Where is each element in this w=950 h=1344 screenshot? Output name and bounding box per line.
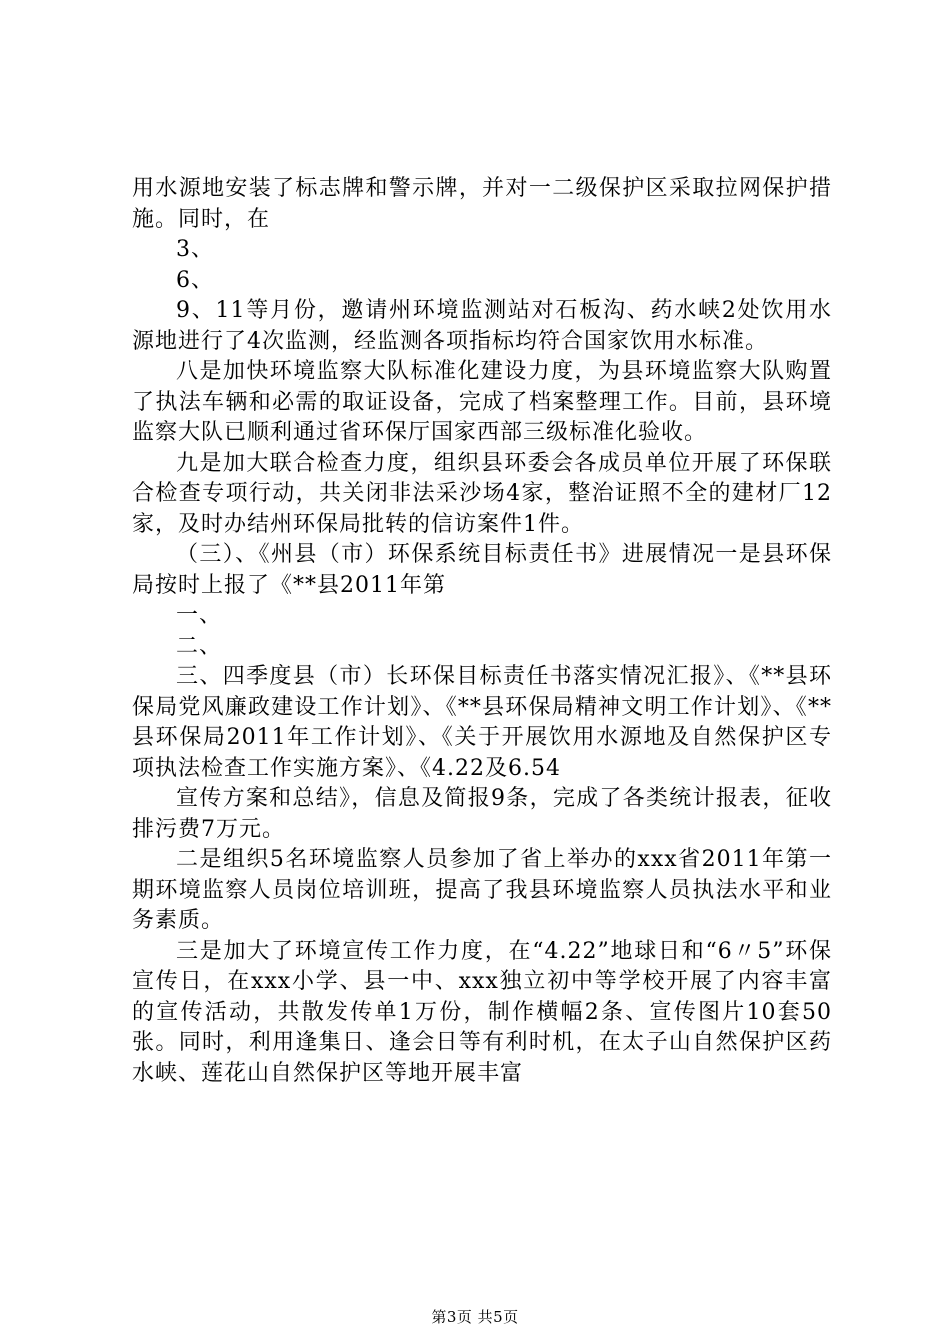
- paragraph: 3、: [176, 237, 214, 262]
- paragraph: 八是加快环境监察大队标准化建设力度，为县环境监察大队购置了执法车辆和必需的取证设备，完成了档案整理工作。目前，县环境监察大队已顺利通过省环保厅国家西部三级标准化验收。: [132, 359, 832, 445]
- paragraph: 九是加大联合检查力度，组织县环委会各成员单位开展了环保联合检查专项行动，共关闭非法采沙场4家，整治证照不全的建材厂12家，及时办结州环保局批转的信访案件1件。: [132, 450, 832, 537]
- paragraph: 二是组织5名环境监察人员参加了省上举办的xxx省2011年第一期环境监察人员岗位培训班，提高了我县环境监察人员执法水平和业务素质。: [132, 847, 832, 933]
- paragraph: （三）、《州县（市）环保系统目标责任书》进展情况一是县环保局按时上报了《**县2011年第: [132, 542, 832, 598]
- paragraph: 三是加大了环境宣传工作力度，在“4.22”地球日和“6〃5”环保宣传日，在xxx小学、县一中、xxx独立初中等学校开展了内容丰富的宣传活动，共散发传单1万份，制作横幅2条、宣传图片10套50张。同时，利用逢集日、逢会日等有利时机，在太子山自然保护区药水峡、莲花山自然保护区等地开展丰富: [132, 938, 832, 1086]
- paragraph: 二、: [176, 633, 223, 659]
- paragraph: 一、: [176, 603, 223, 628]
- document-body: [132, 174, 832, 1089]
- page-footer: 第3页 共5页: [431, 1308, 519, 1326]
- paragraph: 三、四季度县（市）长环保目标责任书落实情况汇报》、《**县环保局党风廉政建设工作计划》、《**县环保局精神文明工作计划》、《**县环保局2011年工作计划》、《关于开展饮用水源地及自然保护区专项执法检查工作实施方案》、《4.22及6.54: [132, 664, 832, 781]
- paragraph: 用水源地安装了标志牌和警示牌，并对一二级保护区采取拉网保护措施。同时，在: [132, 176, 832, 232]
- paragraph: 6、: [176, 267, 214, 293]
- paragraph: 9、11等月份，邀请州环境监测站对石板沟、药水峡2处饮用水源地进行了4次监测，经监测各项指标均符合国家饮用水标准。: [132, 298, 832, 354]
- paragraph: 宣传方案和总结》，信息及简报9条，完成了各类统计报表，征收排污费7万元。: [132, 786, 832, 842]
